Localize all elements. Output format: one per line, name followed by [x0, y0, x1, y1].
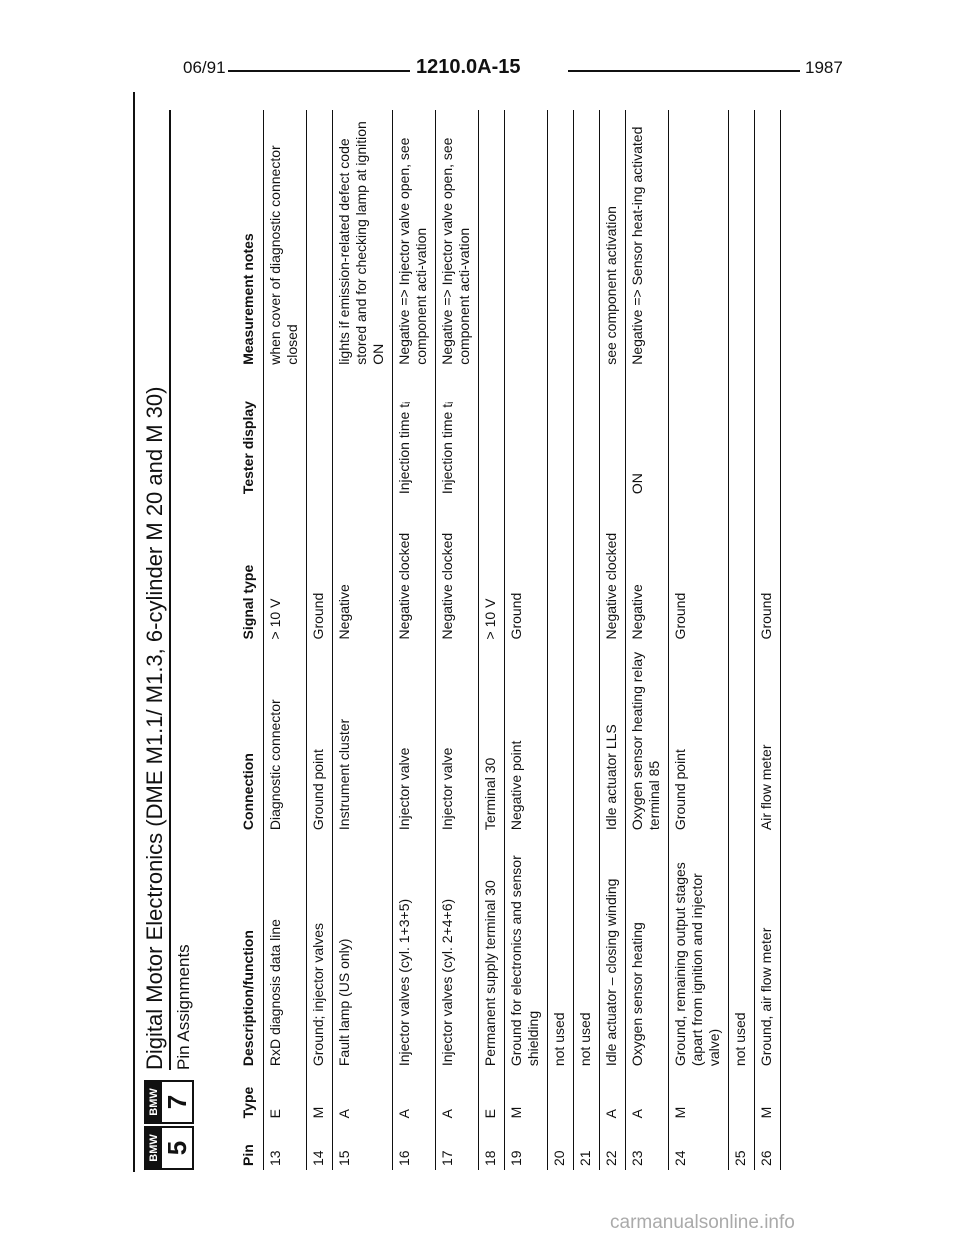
table-row: [307, 110, 333, 1170]
cell-measurement-notes: [307, 110, 333, 369]
cell-tester-display: [307, 369, 333, 498]
cell-connection: Ground point: [669, 643, 729, 834]
cell-tester-display: [333, 369, 393, 498]
cell-description: Injector valves (cyl. 2+4+6): [436, 834, 479, 1070]
cell-type: M: [307, 1070, 333, 1122]
cell-pin: 20: [548, 1122, 574, 1170]
cell-pin: 18: [479, 1122, 505, 1170]
cell-signal-type: Ground: [755, 498, 781, 643]
cell-description: not used: [574, 834, 600, 1070]
cell-pin: 21: [574, 1122, 600, 1170]
cell-description: Ground for electronics and sensor shielding: [505, 834, 548, 1070]
page-header: [0, 58, 960, 88]
cell-description: Oxygen sensor heating: [626, 834, 669, 1070]
cell-pin: 19: [505, 1122, 548, 1170]
cell-tester-display: [548, 369, 574, 498]
cell-tester-display: [574, 369, 600, 498]
cell-tester-display: [729, 369, 755, 498]
table-row: [479, 110, 505, 1170]
cell-type: A: [626, 1070, 669, 1122]
cell-description: Ground; injector valves: [307, 834, 333, 1070]
bmw-logo-series-7: [144, 1080, 194, 1124]
cell-connection: Diagnostic connector: [264, 643, 307, 834]
cell-connection: Ground point: [307, 643, 333, 834]
cell-pin: 26: [755, 1122, 781, 1170]
cell-signal-type: Negative: [626, 498, 669, 643]
cell-description: Ground, remaining output stages (apart from ignition and injector valve): [669, 834, 729, 1070]
cell-tester-display: ON: [626, 369, 669, 498]
cell-type: A: [333, 1070, 393, 1122]
cell-signal-type: Ground: [307, 498, 333, 643]
cell-signal-type: [729, 498, 755, 643]
cell-tester-display: Injection time tᵢ: [393, 369, 436, 498]
column-header-pin: Pin: [240, 1122, 264, 1170]
rotated-page-content: [140, 110, 810, 1170]
cell-connection: Air flow meter: [755, 643, 781, 834]
cell-description: Permanent supply terminal 30: [479, 834, 505, 1070]
margin-rule: [133, 92, 135, 1172]
cell-connection: Injector valve: [393, 643, 436, 834]
column-header-type: Type: [240, 1070, 264, 1122]
column-header-tester-display: Tester display: [240, 369, 264, 498]
cell-description: RxD diagnosis data line: [264, 834, 307, 1070]
column-header-measurement-notes: Measurement notes: [240, 110, 264, 369]
cell-signal-type: > 10 V: [264, 498, 307, 643]
cell-measurement-notes: [729, 110, 755, 369]
cell-type: M: [755, 1070, 781, 1122]
cell-pin: 25: [729, 1122, 755, 1170]
cell-type: E: [479, 1070, 505, 1122]
cell-pin: 13: [264, 1122, 307, 1170]
table-row: [729, 110, 755, 1170]
bmw-logo-series-number: 5: [162, 1140, 192, 1156]
cell-type: [729, 1070, 755, 1122]
cell-pin: 17: [436, 1122, 479, 1170]
cell-description: Ground, air flow meter: [755, 834, 781, 1070]
table-header-row: [240, 110, 264, 1170]
cell-signal-type: Negative clocked: [436, 498, 479, 643]
cell-connection: Instrument cluster: [333, 643, 393, 834]
cell-pin: 22: [600, 1122, 626, 1170]
table-row: [264, 110, 307, 1170]
cell-measurement-notes: see component activation: [600, 110, 626, 369]
bmw-logo-brand: BMW: [146, 1128, 162, 1168]
cell-connection: [729, 643, 755, 834]
cell-type: A: [600, 1070, 626, 1122]
table-row: [333, 110, 393, 1170]
cell-connection: Terminal 30: [479, 643, 505, 834]
cell-pin: 23: [626, 1122, 669, 1170]
cell-signal-type: [548, 498, 574, 643]
table-row: [436, 110, 479, 1170]
cell-signal-type: Negative: [333, 498, 393, 643]
column-header-description: Description/function: [240, 834, 264, 1070]
cell-measurement-notes: [479, 110, 505, 369]
cell-measurement-notes: [755, 110, 781, 369]
cell-measurement-notes: Negative => Sensor heat-ing activated: [626, 110, 669, 369]
header-rule-right: [568, 70, 800, 72]
cell-tester-display: [669, 369, 729, 498]
title-underline: [169, 110, 171, 1070]
table-row: [505, 110, 548, 1170]
cell-measurement-notes: lights if emission-related defect code stored and for checking lamp at ignition ON: [333, 110, 393, 369]
page-subtitle: Pin Assignments: [174, 944, 193, 1070]
cell-connection: Injector valve: [436, 643, 479, 834]
cell-pin: 24: [669, 1122, 729, 1170]
column-header-connection: Connection: [240, 643, 264, 834]
cell-tester-display: [505, 369, 548, 498]
cell-signal-type: Ground: [505, 498, 548, 643]
cell-description: Idle actuator – closing winding: [600, 834, 626, 1070]
cell-description: not used: [729, 834, 755, 1070]
cell-pin: 16: [393, 1122, 436, 1170]
cell-measurement-notes: [669, 110, 729, 369]
cell-type: [548, 1070, 574, 1122]
table-row: [755, 110, 781, 1170]
cell-pin: 15: [333, 1122, 393, 1170]
cell-signal-type: [574, 498, 600, 643]
cell-connection: [574, 643, 600, 834]
column-header-signal-type: Signal type: [240, 498, 264, 643]
cell-signal-type: Negative clocked: [600, 498, 626, 643]
cell-tester-display: [755, 369, 781, 498]
header-date: 06/91: [183, 58, 226, 77]
bmw-logo-series-number: 7: [162, 1094, 192, 1110]
cell-type: A: [436, 1070, 479, 1122]
cell-measurement-notes: when cover of diagnostic connector closed: [264, 110, 307, 369]
cell-measurement-notes: [505, 110, 548, 369]
cell-description: not used: [548, 834, 574, 1070]
cell-measurement-notes: [574, 110, 600, 369]
cell-type: [574, 1070, 600, 1122]
table-row: [626, 110, 669, 1170]
cell-connection: Oxygen sensor heating relay terminal 85: [626, 643, 669, 834]
table-row: [574, 110, 600, 1170]
cell-measurement-notes: Negative => Injector valve open, see component acti-vation: [436, 110, 479, 369]
cell-connection: Idle actuator LLS: [600, 643, 626, 834]
cell-type: M: [505, 1070, 548, 1122]
page-title: Digital Motor Electronics (DME M1.1/ M1.3, 6-cylinder M 20 and M 30): [142, 386, 167, 1070]
header-year: 1987: [805, 58, 843, 77]
cell-type: E: [264, 1070, 307, 1122]
table-row: [669, 110, 729, 1170]
cell-measurement-notes: Negative => Injector valve open, see component acti-vation: [393, 110, 436, 369]
header-page-code: 1210.0A-15: [416, 56, 521, 78]
cell-pin: 14: [307, 1122, 333, 1170]
title-block: [140, 110, 200, 1170]
bmw-logo-brand: BMW: [146, 1082, 162, 1122]
table-row: [548, 110, 574, 1170]
table-row: [600, 110, 626, 1170]
header-rule-left: [228, 70, 410, 72]
cell-connection: Negative point: [505, 643, 548, 834]
source-watermark: carmanualsonline.info: [610, 1212, 795, 1233]
cell-tester-display: [264, 369, 307, 498]
bmw-logo-series-5: [144, 1126, 194, 1170]
cell-type: A: [393, 1070, 436, 1122]
cell-description: Injector valves (cyl. 1+3+5): [393, 834, 436, 1070]
cell-measurement-notes: [548, 110, 574, 369]
cell-signal-type: > 10 V: [479, 498, 505, 643]
cell-tester-display: [600, 369, 626, 498]
cell-connection: [548, 643, 574, 834]
cell-tester-display: [479, 369, 505, 498]
table-row: [393, 110, 436, 1170]
cell-signal-type: Negative clocked: [393, 498, 436, 643]
cell-description: Fault lamp (US only): [333, 834, 393, 1070]
cell-type: M: [669, 1070, 729, 1122]
cell-signal-type: Ground: [669, 498, 729, 643]
pin-assignment-table: [240, 110, 781, 1170]
cell-tester-display: Injection time tᵢ: [436, 369, 479, 498]
